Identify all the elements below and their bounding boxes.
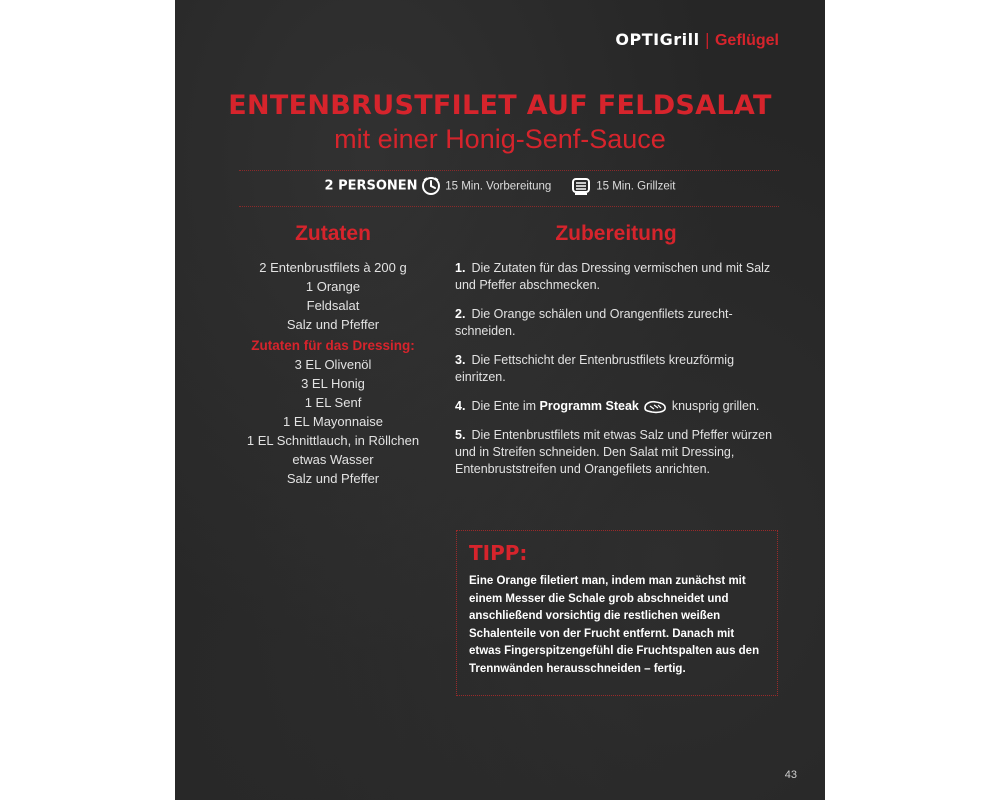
step-text: Die Zutaten für das Dressing vermischen und mit Salz und Pfeffer abschmecken. <box>455 261 771 292</box>
divider-top <box>239 170 779 171</box>
step-4 <box>455 398 777 415</box>
step-number: 4. <box>455 399 466 413</box>
dressing-item: 3 EL Olivenöl <box>294 357 372 372</box>
dressing-item: 1 EL Mayonnaise <box>283 414 383 429</box>
category-label: Geflügel <box>714 32 779 49</box>
step-2 <box>455 306 777 340</box>
step-number: 5. <box>455 428 466 442</box>
dressing-item: 1 EL Schnittlauch, in Röllchen <box>246 433 420 448</box>
recipe-title: ENTENBRUSTFILET AUF FELDSALAT <box>228 90 772 121</box>
step-number: 2. <box>455 307 466 321</box>
tip-title: TIPP: <box>469 541 528 565</box>
step-number: 3. <box>455 353 466 367</box>
ingredient-item: Salz und Pfeffer <box>286 317 380 332</box>
dressing-item: Salz und Pfeffer <box>286 471 380 486</box>
ingredient-item: 1 Orange <box>305 279 361 294</box>
step-text: Die Ente im <box>471 399 537 413</box>
step-text: Die Fettschicht der Entenbrustfilets kreuzförmig einritzen. <box>455 353 735 384</box>
brand-logo: OPTIGrill <box>615 30 700 49</box>
prep-time: 15 Min. Vorbereitung <box>445 180 552 193</box>
step-number: 1. <box>455 261 466 275</box>
step-text: knusprig grillen. <box>671 399 760 413</box>
servings-label: 2 PERSONEN <box>324 178 418 194</box>
tip-box <box>456 530 778 696</box>
ingredient-item: Feldsalat <box>306 298 360 313</box>
clock-icon <box>421 179 445 193</box>
preparation-steps <box>455 260 777 490</box>
page-number: 43 <box>784 769 797 781</box>
recipe-page <box>175 0 825 800</box>
program-name: Programm Steak <box>539 399 639 413</box>
step-text: Die Entenbrustfilets mit etwas Salz und Pfeffer würzen und in Streifen schneiden. Den Salat mit Dressing, Entenbruststreifen und Orangefilets anrichten. <box>455 428 773 476</box>
grill-icon <box>570 179 596 193</box>
dressing-item: 3 EL Honig <box>301 376 365 391</box>
header-brand <box>615 30 779 50</box>
steak-icon <box>642 399 671 413</box>
divider-bottom <box>239 206 779 207</box>
ingredients-list <box>235 258 431 488</box>
step-1 <box>455 260 777 294</box>
recipe-subtitle: mit einer Honig-Senf-Sauce <box>334 124 666 154</box>
ingredient-item: 2 Entenbrustfilets à 200 g <box>259 260 407 275</box>
brand-separator: | <box>704 30 710 49</box>
dressing-item: 1 EL Senf <box>304 395 362 410</box>
step-3 <box>455 352 777 386</box>
grill-time: 15 Min. Grillzeit <box>596 180 676 193</box>
dressing-heading: Zutaten für das Dressing: <box>251 338 415 353</box>
ingredients-heading: Zutaten <box>295 222 371 245</box>
step-text: Die Orange schälen und Orangenfilets zurecht-schneiden. <box>455 307 733 338</box>
step-5 <box>455 427 777 478</box>
dressing-item: etwas Wasser <box>292 452 374 467</box>
tip-text: Eine Orange filetiert man, indem man zunächst mit einem Messer die Schale grob abschneidet und anschließend vorsichtig die restlichen weißen Schalenteile von der Frucht entfernt. Danach mit etwas Fingerspitzengefühl die Fruchtspalten aus den Trennwänden herausschneiden – fertig. <box>469 575 760 675</box>
preparation-heading: Zubereitung <box>555 222 677 245</box>
recipe-info-row <box>175 176 825 196</box>
